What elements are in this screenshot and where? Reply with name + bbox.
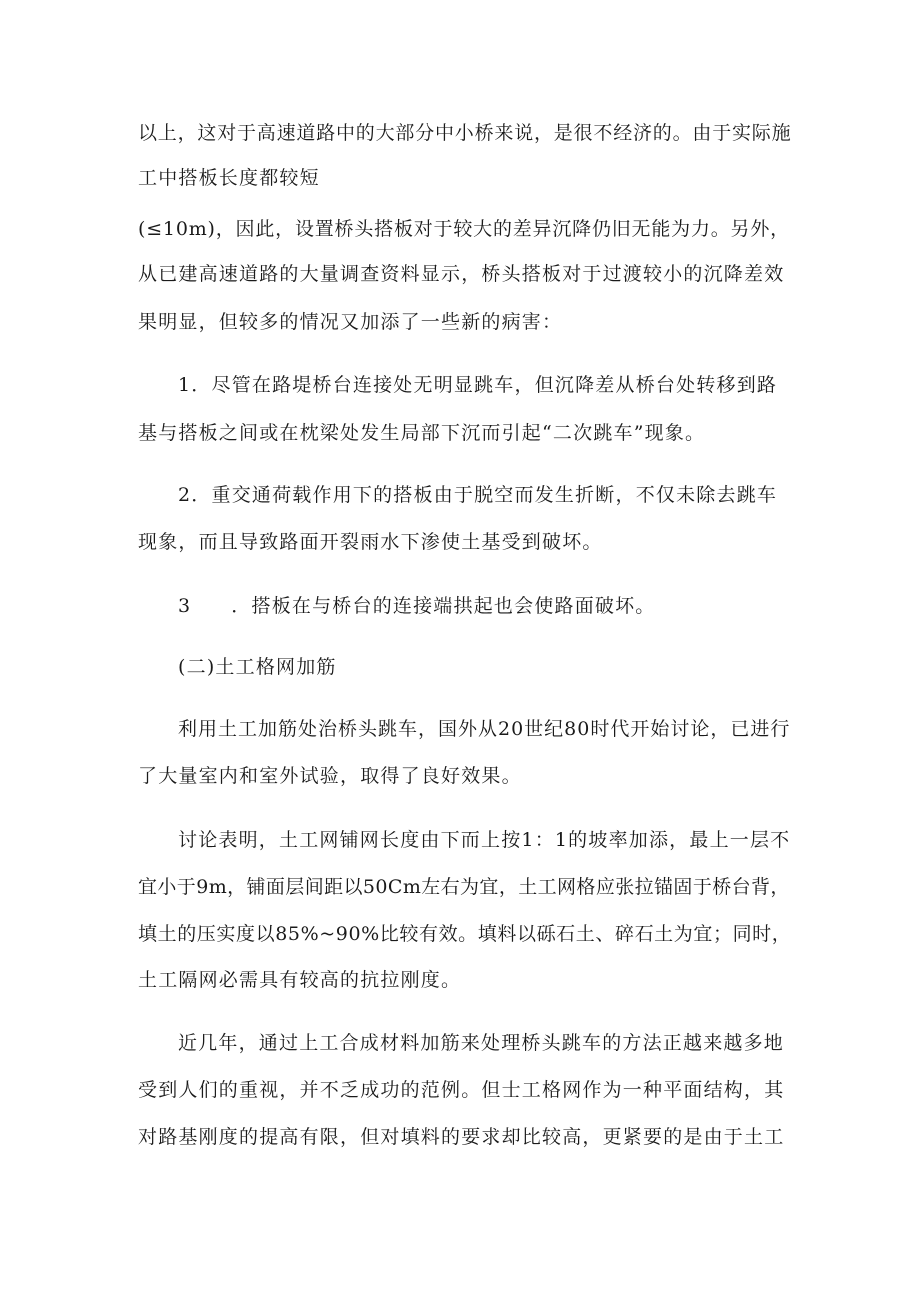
text-line: 基与搭板之间或在枕梁处发生局部下沉而引起“二次跳车”现象。	[138, 422, 706, 444]
text-line: 果明显，但较多的情况又加添了一些新的病害：	[138, 311, 563, 333]
text-line: 2．重交通荷载作用下的搭板由于脱空而发生折断，不仅未除去跳车	[178, 484, 778, 506]
text-line: 现象，而且导致路面开裂雨水下渗使土基受到破坏。	[138, 531, 603, 553]
text-line: 以上，这对于高速道路中的大部分中小桥来说，是很不经济的。由于实际施	[138, 122, 792, 144]
text-line: 受到人们的重视，并不乏成功的范例。但士工格网作为一种平面结构，其	[138, 1079, 785, 1101]
text-line: (≤10m)，因此，设置桥头搭板对于较大的差异沉降仍旧无能为力。另外，	[138, 218, 790, 240]
text-line: 宜小于9m，铺面层间距以50Cm左右为宜，土工网格应张拉锚固于桥台背，	[138, 876, 790, 898]
text-line: 近几年，通过上工合成材料加筋来处理桥头跳车的方法正越来越多地	[178, 1032, 785, 1054]
text-line: 填土的压实度以85%~90%比较有效。填料以砾石土、碎石土为宜；同时，	[138, 923, 792, 945]
text-line: 对路基刚度的提高有限，但对填料的要求却比较高，更紧要的是由于土工	[138, 1126, 785, 1148]
text-line: 讨论表明，土工网铺网长度由下而上按1：1的坡率加添，最上一层不	[178, 829, 791, 851]
section-heading: (二)土工格网加筋	[178, 656, 337, 678]
text-line: 利用土工加筋处治桥头跳车，国外从20世纪80时代开始讨论，已进行	[178, 718, 791, 740]
text-line: 工中搭板长度都较短	[138, 167, 320, 189]
text-line: 土工隔网必需具有较高的抗拉刚度。	[138, 969, 462, 991]
text-line: 了大量室内和室外试验，取得了良好效果。	[138, 765, 522, 787]
text-line: 从已建高速道路的大量调查资料显示，桥头搭板对于过渡较小的沉降差效	[138, 263, 785, 285]
list-item-3	[178, 594, 656, 618]
list-item-number: 3	[178, 595, 192, 617]
list-item-text: ．搭板在与桥台的连接端拱起也会使路面破坏。	[231, 595, 656, 617]
text-line: 1．尽管在路堤桥台连接处无明显跳车，但沉降差从桥台处转移到路	[178, 374, 778, 396]
